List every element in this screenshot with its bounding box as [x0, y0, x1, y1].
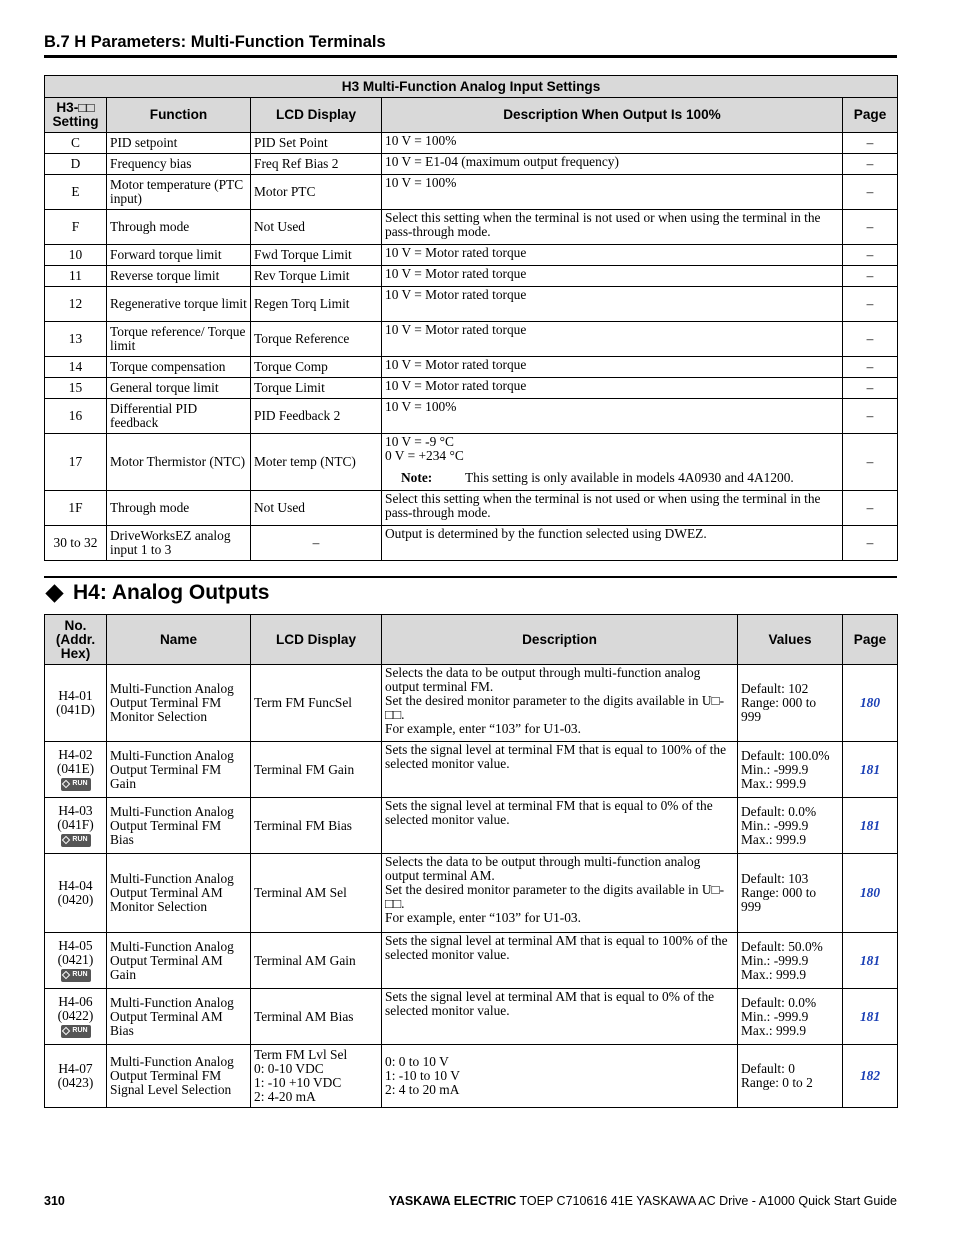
h3-cell-setting: 14 — [45, 357, 107, 378]
h3-cell-page: – — [843, 133, 898, 154]
h3-cell-page: – — [843, 526, 898, 561]
h3-cell-lcd: Freq Ref Bias 2 — [251, 154, 382, 175]
parameter-address: (0422) — [57, 1008, 94, 1024]
h3-cell-function: General torque limit — [107, 378, 251, 399]
description-line: 2: 4 to 20 mA — [385, 1082, 460, 1097]
parameter-address: (041F) — [57, 817, 94, 833]
h3-cell-description: Output is determined by the function selected using DWEZ. — [382, 526, 843, 561]
page-reference-link[interactable]: 180 — [859, 885, 881, 900]
h4-cell-name: Multi-Function Analog Output Terminal FM Gain — [107, 742, 251, 798]
h3-cell-function: Torque reference/ Torque limit — [107, 322, 251, 357]
value-line: Default: 0.0% — [741, 994, 817, 1010]
value-line: Range: 0 to 2 — [741, 1075, 813, 1090]
h3-cell-page: – — [843, 245, 898, 266]
h4-table-row — [45, 854, 898, 933]
value-line: Default: 0 — [741, 1061, 795, 1076]
h4-analog-outputs-table — [44, 614, 898, 1108]
h3-cell-setting: 17 — [45, 434, 107, 491]
value-line: Max.: 999.9 — [741, 966, 807, 982]
value-line: Min.: -999.9 — [741, 1008, 809, 1024]
h3-cell-description: 10 V = Motor rated torque — [382, 287, 843, 322]
h4-cell-name: Multi-Function Analog Output Terminal AM Gain — [107, 933, 251, 989]
h4-table-row — [45, 742, 898, 798]
page-reference-link[interactable]: 180 — [859, 695, 881, 710]
parameter-number: H4-05 — [58, 938, 93, 954]
value-line: Range: 000 to 999 — [741, 885, 817, 914]
h4-table-row — [45, 933, 898, 989]
h3-table-row — [45, 357, 898, 378]
h3-cell-description: 10 V = 100% — [382, 399, 843, 434]
description-line: Selects the data to be output through multi-function analog output terminal AM. — [385, 854, 701, 883]
h4-cell-no — [45, 665, 107, 742]
h3-cell-setting: C — [45, 133, 107, 154]
h4-table-row — [45, 989, 898, 1045]
h3-cell-setting: 30 to 32 — [45, 526, 107, 561]
page-reference-link[interactable]: 181 — [859, 952, 881, 968]
h4-col-no: No. (Addr. Hex) — [45, 615, 107, 665]
h3-cell-description: 10 V = Motor rated torque — [382, 378, 843, 399]
h3-cell-function: Reverse torque limit — [107, 266, 251, 287]
description-line: Sets the signal level at terminal FM that is equal to 0% of the selected monitor value. — [385, 798, 713, 827]
description-line: Set the desired monitor parameter to the digits available in U□-□□. — [385, 693, 725, 722]
page-footer — [44, 1194, 897, 1208]
h3-col-page: Page — [843, 98, 898, 133]
h4-col-values: Values — [738, 615, 843, 665]
h4-cell-page — [843, 1045, 898, 1108]
page-reference-link[interactable]: 181 — [859, 817, 881, 833]
h3-cell-setting: 10 — [45, 245, 107, 266]
page-number: 310 — [44, 1194, 65, 1208]
parameter-number: H4-01 — [58, 688, 93, 703]
h3-cell-page: – — [843, 154, 898, 175]
h3-cell-lcd: Fwd Torque Limit — [251, 245, 382, 266]
value-line: Max.: 999.9 — [741, 775, 807, 791]
value-line: Default: 102 — [741, 681, 809, 696]
h3-note-label: Note: — [401, 470, 433, 485]
h3-settings-table — [44, 75, 898, 561]
run-icon-label: RUN — [72, 836, 88, 844]
description-line: Sets the signal level at terminal AM that is equal to 100% of the selected monitor value. — [385, 933, 728, 962]
h4-cell-name: Multi-Function Analog Output Terminal FM Signal Level Selection — [107, 1045, 251, 1108]
lcd-line: Term FM FuncSel — [254, 695, 353, 710]
h3-cell-function: Through mode — [107, 491, 251, 526]
h4-cell-no — [45, 854, 107, 933]
h3-table-row — [45, 434, 898, 491]
description-line: Set the desired monitor parameter to the digits available in U□-□□. — [385, 882, 725, 911]
h4-cell-lcd — [251, 989, 382, 1045]
h4-cell-description — [382, 665, 738, 742]
h4-cell-page — [843, 989, 898, 1045]
page-reference-link[interactable]: 181 — [859, 761, 881, 777]
h3-cell-page: – — [843, 491, 898, 526]
h4-cell-lcd — [251, 1045, 382, 1108]
value-line: Max.: 999.9 — [741, 831, 807, 847]
parameter-address: (0420) — [57, 892, 94, 907]
h3-note-text: This setting is only available in models 4A0930 and 4A1200. — [465, 470, 794, 485]
h3-table-row — [45, 210, 898, 245]
parameter-number: H4-04 — [58, 878, 93, 893]
parameter-number: H4-03 — [58, 803, 93, 819]
h4-col-lcd: LCD Display — [251, 615, 382, 665]
lcd-line: Terminal FM Bias — [254, 817, 352, 833]
value-line: Min.: -999.9 — [741, 817, 809, 833]
h3-cell-page: – — [843, 399, 898, 434]
lcd-line: 2: 4-20 mA — [254, 1089, 316, 1104]
h4-cell-description — [382, 933, 738, 989]
h3-table-row — [45, 399, 898, 434]
page-reference-link[interactable]: 181 — [859, 1008, 881, 1024]
lcd-line: Terminal AM Gain — [254, 952, 356, 968]
h3-cell-function: Frequency bias — [107, 154, 251, 175]
value-line: Default: 100.0% — [741, 747, 830, 763]
h3-cell-setting: D — [45, 154, 107, 175]
h3-table-row — [45, 154, 898, 175]
h4-cell-page — [843, 933, 898, 989]
h3-cell-lcd: Torque Comp — [251, 357, 382, 378]
h3-cell-description — [382, 434, 843, 491]
h3-cell-lcd: Torque Limit — [251, 378, 382, 399]
h4-cell-description — [382, 742, 738, 798]
h3-cell-lcd: – — [251, 526, 382, 561]
h4-cell-values — [738, 665, 843, 742]
run-diamond-icon — [62, 971, 70, 979]
h4-heading-text: H4: Analog Outputs — [73, 581, 270, 604]
lcd-line: 0: 0-10 VDC — [254, 1061, 324, 1076]
h3-description-line: 0 V = +234 °C — [385, 448, 464, 463]
h4-cell-values — [738, 854, 843, 933]
h4-cell-lcd — [251, 798, 382, 854]
h4-cell-no — [45, 798, 107, 854]
h4-cell-page — [843, 854, 898, 933]
description-line: 0: 0 to 10 V — [385, 1054, 449, 1069]
h4-cell-no — [45, 989, 107, 1045]
h3-cell-page: – — [843, 287, 898, 322]
h3-table-row — [45, 245, 898, 266]
h3-table-row — [45, 287, 898, 322]
h3-cell-setting: 11 — [45, 266, 107, 287]
h3-cell-lcd: PID Set Point — [251, 133, 382, 154]
h3-cell-lcd: Torque Reference — [251, 322, 382, 357]
h3-note — [385, 471, 839, 485]
h3-table-row — [45, 133, 898, 154]
h3-table-row — [45, 322, 898, 357]
h3-table-title: H3 Multi-Function Analog Input Settings — [45, 76, 898, 98]
h3-description-line: 10 V = -9 °C — [385, 434, 454, 449]
value-line: Default: 50.0% — [741, 938, 823, 954]
diamond-bullet-icon — [45, 584, 63, 602]
h3-cell-function: PID setpoint — [107, 133, 251, 154]
h4-cell-name: Multi-Function Analog Output Terminal AM Monitor Selection — [107, 854, 251, 933]
h3-table-row — [45, 526, 898, 561]
h4-section-heading — [44, 576, 897, 605]
h3-cell-lcd: PID Feedback 2 — [251, 399, 382, 434]
description-line: Selects the data to be output through multi-function analog output terminal FM. — [385, 665, 701, 694]
parameter-address: (0423) — [57, 1075, 94, 1090]
lcd-line: 1: -10 +10 VDC — [254, 1075, 342, 1090]
h3-col-description: Description When Output Is 100% — [382, 98, 843, 133]
h3-cell-page: – — [843, 434, 898, 491]
h3-cell-description: 10 V = E1-04 (maximum output frequency) — [382, 154, 843, 175]
h4-cell-name: Multi-Function Analog Output Terminal AM Bias — [107, 989, 251, 1045]
h3-cell-setting: E — [45, 175, 107, 210]
h3-cell-function: Motor Thermistor (NTC) — [107, 434, 251, 491]
h3-col-function: Function — [107, 98, 251, 133]
lcd-line: Terminal AM Bias — [254, 1008, 354, 1024]
h3-table-row — [45, 266, 898, 287]
value-line: Default: 103 — [741, 871, 809, 886]
h3-cell-page: – — [843, 357, 898, 378]
h3-cell-lcd: Regen Torq Limit — [251, 287, 382, 322]
h4-col-description: Description — [382, 615, 738, 665]
parameter-number: H4-02 — [58, 747, 93, 763]
h3-table-row — [45, 491, 898, 526]
value-line: Range: 000 to 999 — [741, 695, 817, 724]
h4-cell-lcd — [251, 854, 382, 933]
h3-cell-function: Regenerative torque limit — [107, 287, 251, 322]
h4-table-row — [45, 1045, 898, 1108]
h3-cell-lcd: Not Used — [251, 210, 382, 245]
h4-cell-description — [382, 798, 738, 854]
h4-cell-description — [382, 1045, 738, 1108]
h3-cell-function: Motor temperature (PTC input) — [107, 175, 251, 210]
value-line: Min.: -999.9 — [741, 761, 809, 777]
description-line: 1: -10 to 10 V — [385, 1068, 460, 1083]
h3-cell-page: – — [843, 266, 898, 287]
run-icon-label: RUN — [72, 1027, 88, 1035]
h3-cell-description: 10 V = 100% — [382, 175, 843, 210]
h3-cell-lcd: Moter temp (NTC) — [251, 434, 382, 491]
h3-cell-description: 10 V = Motor rated torque — [382, 266, 843, 287]
description-line: For example, enter “103” for U1-03. — [385, 721, 581, 736]
h3-table-row — [45, 378, 898, 399]
footer-doc-info — [389, 1194, 897, 1208]
run-icon-label: RUN — [72, 780, 88, 788]
h3-cell-lcd: Not Used — [251, 491, 382, 526]
h3-col-lcd: LCD Display — [251, 98, 382, 133]
h4-cell-values — [738, 742, 843, 798]
h4-cell-page — [843, 742, 898, 798]
h3-cell-lcd: Rev Torque Limit — [251, 266, 382, 287]
run-diamond-icon — [62, 780, 70, 788]
h4-cell-description — [382, 989, 738, 1045]
h3-cell-page: – — [843, 322, 898, 357]
h3-cell-setting: 15 — [45, 378, 107, 399]
h3-cell-page: – — [843, 175, 898, 210]
parameter-address: (0421) — [57, 952, 94, 968]
h3-cell-setting: 16 — [45, 399, 107, 434]
description-line: Sets the signal level at terminal FM that is equal to 100% of the selected monitor value. — [385, 742, 727, 771]
h3-cell-lcd: Motor PTC — [251, 175, 382, 210]
parameter-number: H4-06 — [58, 994, 93, 1010]
h3-cell-description: 10 V = Motor rated torque — [382, 357, 843, 378]
footer-doc-title: TOEP C710616 41E YASKAWA AC Drive - A1000 Quick Start Guide — [519, 1194, 897, 1208]
h3-cell-description: Select this setting when the terminal is not used or when using the terminal in the pass-through mode. — [382, 210, 843, 245]
h3-cell-function: Torque compensation — [107, 357, 251, 378]
h4-cell-values — [738, 798, 843, 854]
lcd-line: Term FM Lvl Sel — [254, 1047, 348, 1062]
h3-cell-function: Through mode — [107, 210, 251, 245]
h3-col-setting: H3-□□ Setting — [45, 98, 107, 133]
h3-cell-description: Select this setting when the terminal is not used or when using the terminal in the pass-through mode. — [382, 491, 843, 526]
h3-cell-function: Differential PID feedback — [107, 399, 251, 434]
page-reference-link[interactable]: 182 — [859, 1068, 881, 1083]
h4-col-page: Page — [843, 615, 898, 665]
h3-cell-description: 10 V = Motor rated torque — [382, 322, 843, 357]
h3-table-row — [45, 175, 898, 210]
h4-cell-values — [738, 1045, 843, 1108]
h4-cell-page — [843, 665, 898, 742]
value-line: Default: 0.0% — [741, 803, 817, 819]
run-mode-icon — [61, 969, 91, 982]
h4-cell-values — [738, 933, 843, 989]
h3-cell-page: – — [843, 378, 898, 399]
h4-cell-no — [45, 742, 107, 798]
parameter-address: (041E) — [56, 761, 95, 777]
h4-table-row — [45, 665, 898, 742]
run-mode-icon — [61, 778, 91, 791]
h4-cell-no — [45, 933, 107, 989]
lcd-line: Terminal FM Gain — [254, 761, 355, 777]
h4-cell-name: Multi-Function Analog Output Terminal FM Bias — [107, 798, 251, 854]
h4-cell-name: Multi-Function Analog Output Terminal FM Monitor Selection — [107, 665, 251, 742]
h4-cell-lcd — [251, 665, 382, 742]
h4-cell-page — [843, 798, 898, 854]
parameter-address: (041D) — [56, 702, 95, 717]
value-line: Min.: -999.9 — [741, 952, 809, 968]
h3-cell-function: Forward torque limit — [107, 245, 251, 266]
run-diamond-icon — [62, 836, 70, 844]
h3-cell-description: 10 V = Motor rated torque — [382, 245, 843, 266]
h3-cell-setting: 12 — [45, 287, 107, 322]
h4-cell-description — [382, 854, 738, 933]
run-mode-icon — [61, 1025, 91, 1038]
h4-col-name: Name — [107, 615, 251, 665]
run-mode-icon — [61, 834, 91, 847]
h4-cell-values — [738, 989, 843, 1045]
run-icon-label: RUN — [72, 971, 88, 979]
h4-cell-lcd — [251, 933, 382, 989]
h3-cell-page: – — [843, 210, 898, 245]
run-diamond-icon — [62, 1027, 70, 1035]
description-line: For example, enter “103” for U1-03. — [385, 910, 581, 925]
h3-cell-setting: 1F — [45, 491, 107, 526]
footer-brand: YASKAWA ELECTRIC — [388, 1194, 517, 1208]
h3-cell-description: 10 V = 100% — [382, 133, 843, 154]
h4-cell-no — [45, 1045, 107, 1108]
h4-table-row — [45, 798, 898, 854]
h3-cell-function: DriveWorksEZ analog input 1 to 3 — [107, 526, 251, 561]
h4-cell-lcd — [251, 742, 382, 798]
description-line: Sets the signal level at terminal AM that is equal to 0% of the selected monitor value. — [385, 989, 715, 1018]
h3-cell-setting: 13 — [45, 322, 107, 357]
value-line: Max.: 999.9 — [741, 1022, 807, 1038]
section-header: B.7 H Parameters: Multi-Function Terminals — [44, 33, 897, 58]
parameter-number: H4-07 — [58, 1061, 93, 1076]
lcd-line: Terminal AM Sel — [254, 885, 347, 900]
h3-cell-setting: F — [45, 210, 107, 245]
